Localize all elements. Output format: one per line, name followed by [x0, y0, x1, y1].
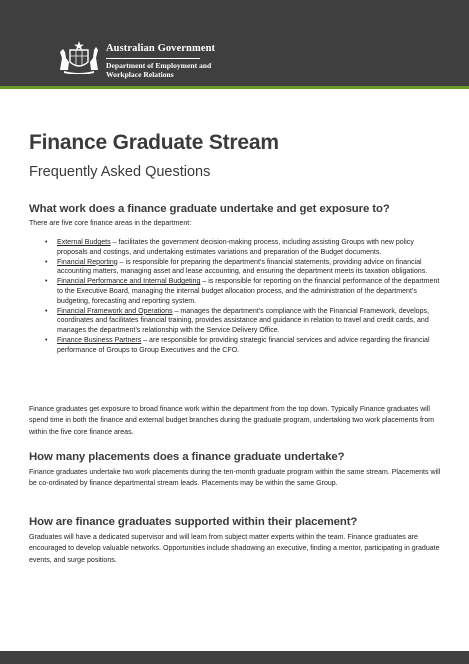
header-accent-rule: [0, 86, 469, 89]
section-body-placements: Finance graduates undertake two work placements during the ten-month graduate program within the same stream. Placements will be co-ordinated by finance departmental stream leads. Placements may be within the same Group.: [29, 469, 441, 488]
bullet-icon: •: [45, 258, 48, 266]
list-item: [45, 277, 445, 306]
area-term: External Budgets: [57, 239, 111, 246]
finance-areas-list: [45, 238, 445, 356]
area-description: – manages the department’s compliance with the Financial Framework, develops, coordinates and facilitates financial training, provides assistance and guidance in relation to travel and credit cards, and manages the department’s relationship with the Service Delivery Office.: [57, 307, 429, 335]
department-name: Department of Employment and Workplace Relations: [106, 61, 212, 79]
area-term: Financial Reporting: [57, 258, 118, 266]
coat-of-arms-icon: [56, 40, 102, 74]
list-item: [45, 238, 445, 258]
area-description: – facilitates the government decision-making process, including assisting Groups with new policy proposals and costings, and undertaking estimates variations and preparation of the Budget documents.: [57, 239, 414, 256]
section-body-work: Finance graduates get exposure to broad finance work within the department from the top down. Typically Finance graduates will spend time in both the finance and external budget branches during the graduate program, undertaking two work placements from within the five core finance areas.: [29, 406, 435, 436]
area-description: – are responsible for providing strategic financial services and advice regarding the financial performance of Groups to Group Executives and the CFO.: [57, 336, 430, 354]
branding-divider: [106, 58, 200, 59]
bullet-icon: •: [45, 278, 48, 286]
area-term: Financial Framework and Operations: [57, 307, 173, 315]
area-description: – is responsible for reporting on the financial performance of the department to the Executive Board, managing the internal budget allocation process, and the administration of the department’s budgeting, forecasting and reporting system.: [57, 278, 440, 305]
page-subtitle: Frequently Asked Questions: [29, 164, 211, 180]
page-title: Finance Graduate Stream: [29, 131, 279, 154]
section-body-support: Graduates will have a dedicated supervisor and will learn from subject matter experts within the team. Finance graduates are encouraged to develop valuable networks. Opportunities include shadowing an executive, finding a mentor, participating in graduate events, and surge positions.: [29, 534, 440, 564]
section-heading-work: What work does a finance graduate undertake and get exposure to?: [29, 203, 390, 215]
government-branding: [106, 43, 246, 79]
section-heading-support: How are finance graduates supported within their placement?: [29, 516, 358, 528]
government-name: Australian Government: [106, 43, 216, 54]
area-term: Finance Business Partners: [57, 336, 142, 344]
page-header: [0, 0, 469, 86]
list-item: [45, 307, 445, 336]
list-item: [45, 336, 445, 356]
page-footer-bar: [0, 651, 469, 664]
bullet-icon: •: [45, 239, 48, 246]
area-term: Financial Performance and Internal Budgeting: [57, 278, 201, 286]
bullet-icon: •: [45, 307, 48, 315]
list-item: [45, 258, 445, 278]
area-description: – is responsible for preparing the department’s financial statements, providing advice on financial accounting matters, managing asset and lease accounting, and ensuring the department meets its taxation obligations.: [57, 258, 428, 276]
section-heading-placements: How many placements does a finance graduate undertake?: [29, 451, 345, 463]
bullet-icon: •: [45, 336, 48, 344]
section-intro: There are five core finance areas in the department:: [29, 220, 192, 227]
